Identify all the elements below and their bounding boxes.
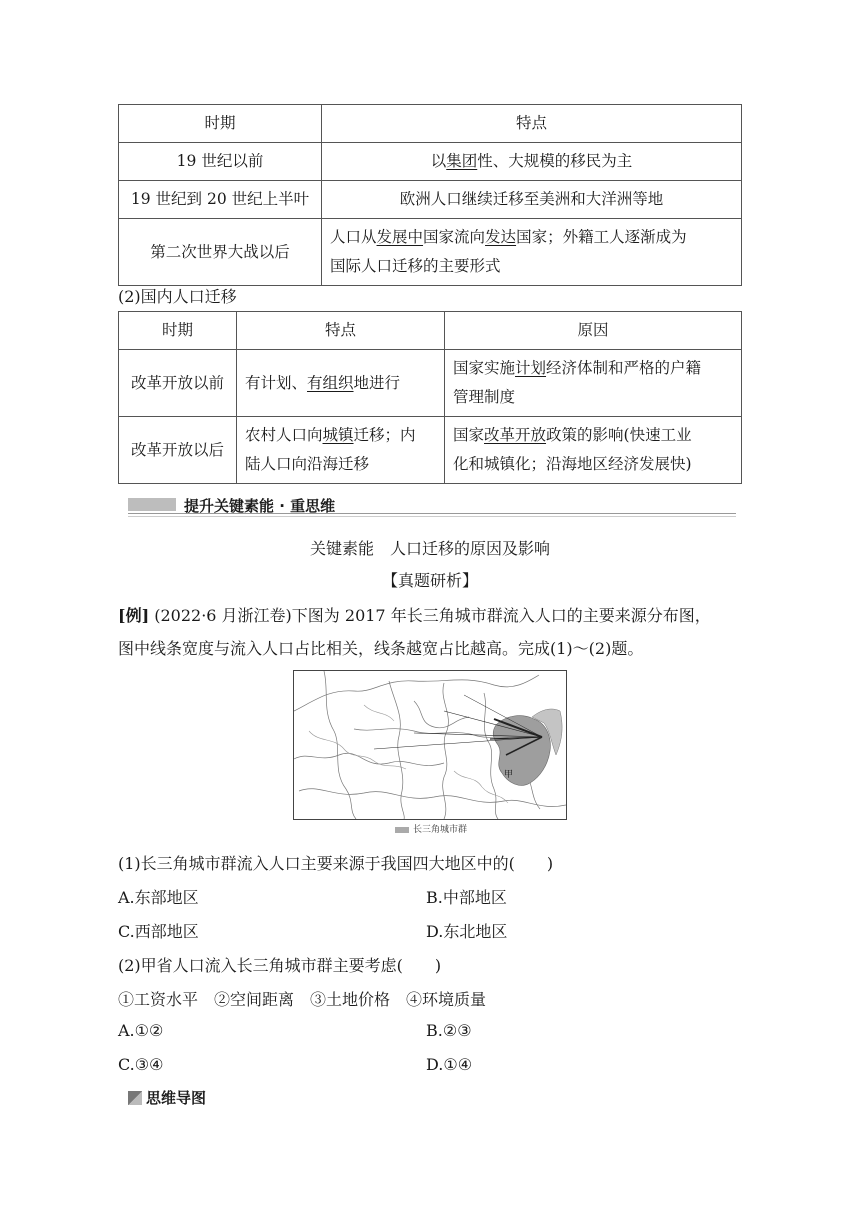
cell-feature: 欧洲人口继续迁移至美洲和大洋洲等地 <box>322 181 742 219</box>
table-row <box>119 350 742 417</box>
international-migration-table <box>118 104 742 286</box>
legend-label: 长三角城市群 <box>413 825 468 835</box>
domestic-heading: (2)国内人口迁移 <box>118 287 237 306</box>
cell-feature: 以集团性、大规模的移民为主 <box>322 143 742 181</box>
domestic-migration-table <box>118 311 742 484</box>
divider <box>128 513 736 514</box>
cell-period: 改革开放以后 <box>119 417 237 484</box>
cell-period: 19 世纪以前 <box>119 143 322 181</box>
section-header <box>128 495 736 519</box>
key-title: 关键素能 人口迁移的原因及影响 <box>309 539 550 558</box>
q1-option-c: C.西部地区 <box>118 922 199 941</box>
migration-map <box>293 670 567 820</box>
q2-option-b: B.②③ <box>426 1021 472 1040</box>
table-row <box>119 143 742 181</box>
legend-swatch <box>395 827 409 833</box>
header-period: 时期 <box>119 312 237 350</box>
q2-option-a: A.①② <box>118 1021 164 1040</box>
question-1-stem: (1)长三角城市群流入人口主要来源于我国四大地区中的( ) <box>118 854 554 873</box>
header-feature: 特点 <box>322 105 742 143</box>
cell-feature: 人口从发展中国家流向发达国家；外籍工人逐渐成为 国际人口迁移的主要形式 <box>322 219 742 286</box>
header-period: 时期 <box>119 105 322 143</box>
cell-feature: 农村人口向城镇迁移；内 陆人口向沿海迁移 <box>237 417 445 484</box>
cell-feature: 有计划、有组织地进行 <box>237 350 445 417</box>
analysis-subtitle: 【真题研析】 <box>381 571 478 590</box>
divider <box>128 516 736 517</box>
question-2-items: ①工资水平 ②空间距离 ③土地价格 ④环境质量 <box>118 990 487 1009</box>
example-line-1: [例] (2022·6 月浙江卷)下图为 2017 年长三角城市群流入人口的主要来源分布图， <box>118 606 711 625</box>
mindmap-heading: 思维导图 <box>128 1087 206 1108</box>
q1-option-b: B.中部地区 <box>426 888 507 907</box>
mindmap-icon <box>128 1091 142 1105</box>
question-2-stem: (2)甲省人口流入长三角城市群主要考虑( ) <box>118 956 442 975</box>
example-tag: [例] <box>118 606 150 625</box>
header-feature: 特点 <box>237 312 445 350</box>
cell-reason: 国家实施计划经济体制和严格的户籍 管理制度 <box>445 350 742 417</box>
table-header-row <box>119 105 742 143</box>
table-header-row <box>119 312 742 350</box>
cell-period: 改革开放以前 <box>119 350 237 417</box>
q1-option-a: A.东部地区 <box>118 888 199 907</box>
table-row <box>119 181 742 219</box>
q2-option-c: C.③④ <box>118 1055 164 1074</box>
section-marker <box>128 498 176 511</box>
cell-reason: 国家改革开放政策的影响(快速工业 化和城镇化；沿海地区经济发展快) <box>445 417 742 484</box>
section-title: 提升关键素能 · 重思维 <box>184 497 336 515</box>
table-row <box>119 219 742 286</box>
table-row <box>119 417 742 484</box>
map-svg <box>294 671 566 819</box>
map-legend <box>395 822 467 835</box>
cell-period: 第二次世界大战以后 <box>119 219 322 286</box>
header-reason: 原因 <box>445 312 742 350</box>
province-jia-label: 甲 <box>504 770 514 780</box>
q2-option-d: D.①④ <box>426 1055 473 1074</box>
example-line-2: 图中线条宽度与流入人口占比相关，线条越宽占比越高。完成(1)～(2)题。 <box>118 639 644 658</box>
q1-option-d: D.东北地区 <box>426 922 508 941</box>
cell-period: 19 世纪到 20 世纪上半叶 <box>119 181 322 219</box>
